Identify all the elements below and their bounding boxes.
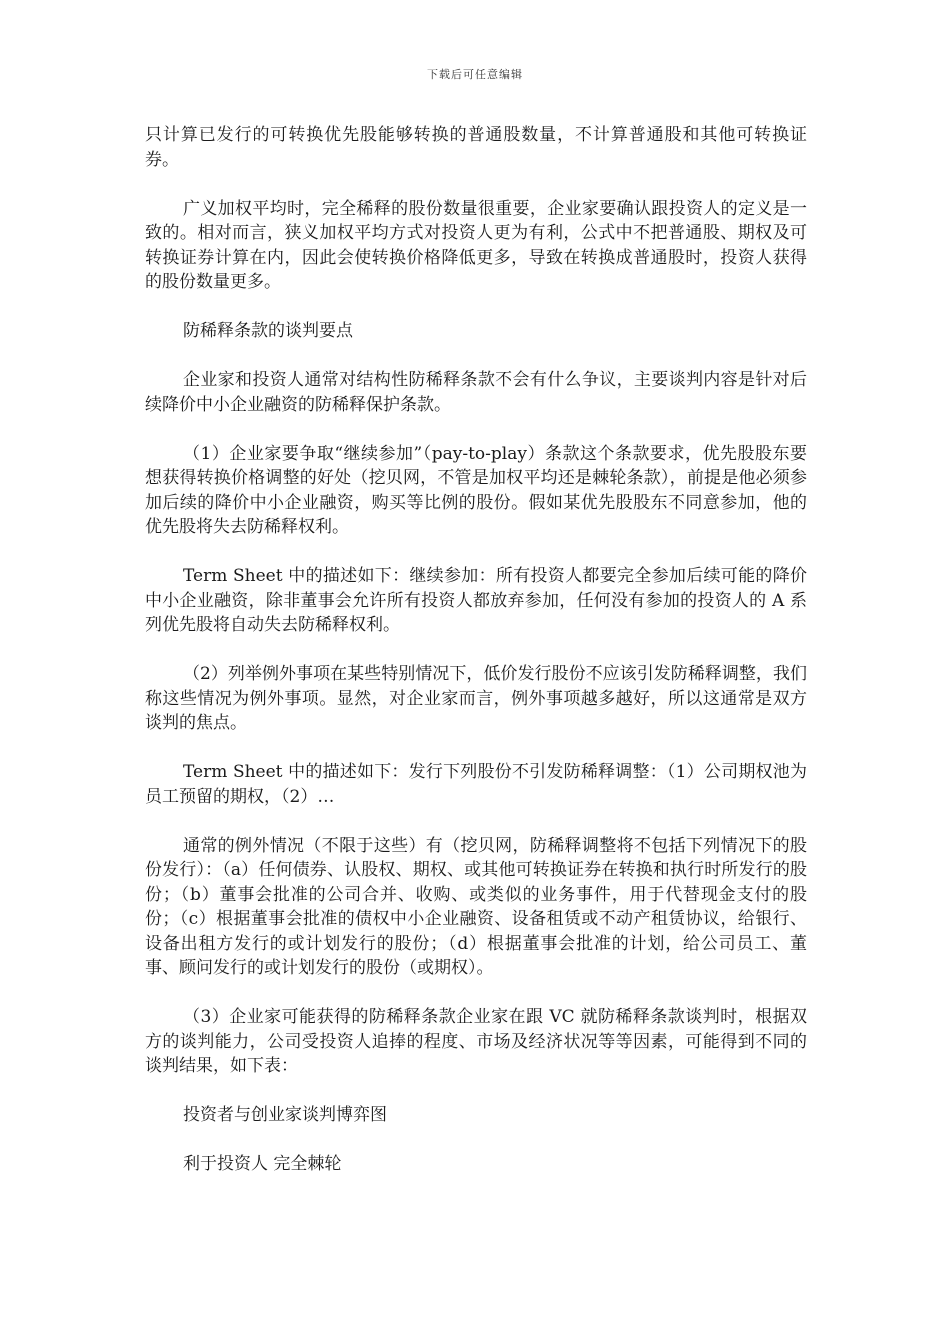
paragraph-2: 广义加权平均时，完全稀释的股份数量很重要，企业家要确认跟投资人的定义是一致的。相对而言，狭义加权平均方式对投资人更为有利，公式中不把普通股、期权及可转换证券计算在内，因此会使转换价格降低更多，导致在转换成普通股时，投资人获得的股份数量更多。 [145, 198, 807, 292]
paragraph-5: （1）企业家要争取“继续参加”（pay-to-play）条款这个条款要求，优先股股东要想获得转换价格调整的好处（挖贝网，不管是加权平均还是棘轮条款），前提是他必须参加后续的降价中小企业融资，购买等比例的股份。假如某优先股股东不同意参加，他的优先股将失去防稀释权利。 [145, 443, 807, 537]
paragraph-10: （3）企业家可能获得的防稀释条款企业家在跟 VC 就防稀释条款谈判时，根据双方的谈判能力，公司受投资人追捧的程度、市场及经济状况等等因素，可能得到不同的谈判结果，如下表： [145, 1007, 807, 1076]
section-heading: 防稀释条款的谈判要点 [183, 321, 353, 341]
paragraph-11: 投资者与创业家谈判博弈图 [183, 1105, 387, 1125]
document-body [145, 123, 807, 1201]
paragraph-4: 企业家和投资人通常对结构性防稀释条款不会有什么争议，主要谈判内容是针对后续降价中小企业融资的防稀释保护条款。 [145, 370, 807, 415]
paragraph-9: 通常的例外情况（不限于这些）有（挖贝网，防稀释调整将不包括下列情况下的股份发行）：（a）任何债券、认股权、期权、或其他可转换证券在转换和执行时所发行的股份；（b）董事会批准的公司合并、收购、或类似的业务事件，用于代替现金支付的股份；（c）根据董事会批准的债权中小企业融资、设备租赁或不动产租赁协议，给银行、设备出租方发行的或计划发行的股份；（d）根据董事会批准的计划，给公司员工、董事、顾问发行的或计划发行的股份（或期权）。 [145, 835, 807, 978]
paragraph-6: Term Sheet 中的描述如下：继续参加：所有投资人都要完全参加后续可能的降价中小企业融资，除非董事会允许所有投资人都放弃参加，任何没有参加的投资人的 A 系列优先股将自动失去防稀释权利。 [145, 566, 807, 635]
paragraph-7: （2）列举例外事项在某些特别情况下，低价发行股份不应该引发防稀释调整，我们称这些情况为例外事项。显然，对企业家而言，例外事项越多越好，所以这通常是双方谈判的焦点。 [145, 664, 807, 733]
paragraph-8: Term Sheet 中的描述如下：发行下列股份不引发防稀释调整：（1）公司期权池为员工预留的期权，（2）… [145, 762, 807, 807]
page-header: 下载后可任意编辑 [427, 68, 523, 81]
paragraph-12: 利于投资人 完全棘轮 [183, 1154, 342, 1174]
paragraph-1: 只计算已发行的可转换优先股能够转换的普通股数量，不计算普通股和其他可转换证券。 [145, 125, 807, 170]
